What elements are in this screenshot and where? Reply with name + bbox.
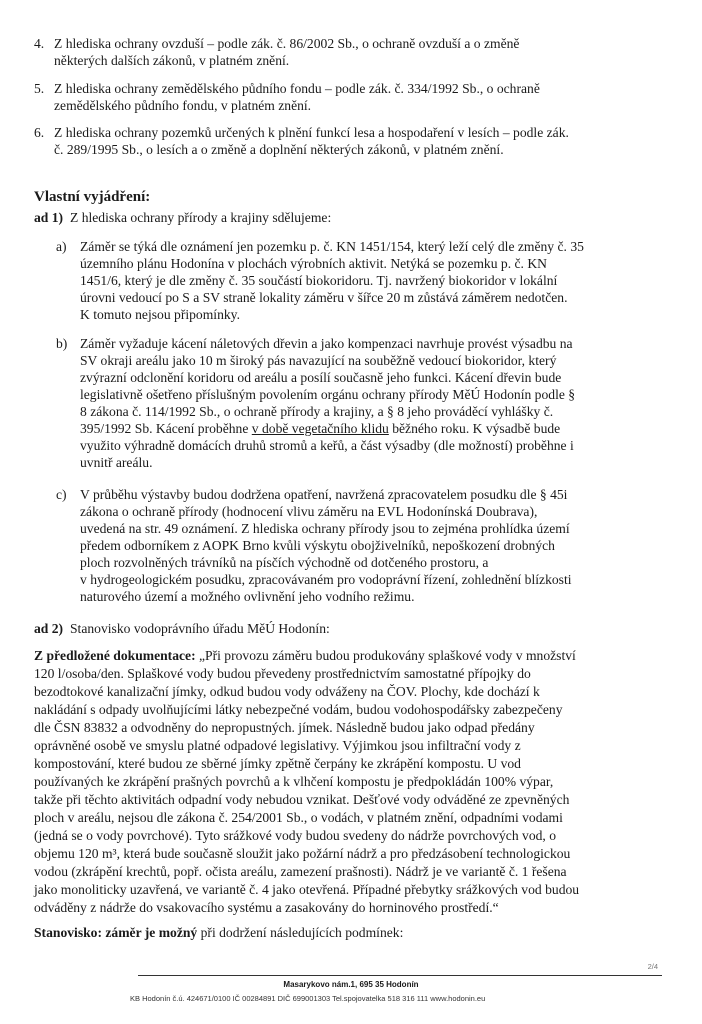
ad1-b-line-6-start: 395/1992 Sb. Kácení proběhne <box>80 421 252 436</box>
ad1-c-line-6: v hydrogeologickém posudku, zpracovávaném pro vodoprávní řízení, zohlednění blízkosti <box>80 572 572 587</box>
ad1-b-line-1: Záměr vyžaduje kácení náletových dřevin a jako kompenzaci navrhuje provést výsadbu na <box>80 336 573 351</box>
list-item-6-line-1: Z hlediska ochrany pozemků určených k plnění funkcí lesa a hospodaření v lesích – podle zák. <box>54 125 569 140</box>
ad2-paragraph-line-3: bezodtokové kanalizační jímky, odkud budou vody odváženy na ČOV. Plochy, kde dochází k <box>34 684 540 699</box>
ad1-c-line-1: V průběhu výstavby budou dodržena opatření, navržená zpracovatelem posudku dle § 45i <box>80 487 568 502</box>
ad1-b-line-8: uvnitř areálu. <box>80 455 153 470</box>
ad2-label: ad 2) <box>34 621 64 636</box>
ad2-paragraph-line-5: dle ČSN 83832 a odvodněny do nepropustných. jímek. Následně budou jako odpad předány <box>34 720 535 735</box>
ad1-b-line-7: využito výhradně domácích druhů stromů a keřů, a část výsadby (dle možností) proběhne i <box>80 438 574 453</box>
ad2-doc-label: Z předložené dokumentace: <box>34 648 196 663</box>
ad2-paragraph-line-13: vodou (zkrápění krechtů, popř. očista areálu, zamezení prašnosti). Nádrž je ve variantě č. 1 řešena <box>34 864 567 879</box>
footer-divider <box>138 975 662 976</box>
ad1-text: Z hlediska ochrany přírody a krajiny sdělujeme: <box>70 210 332 225</box>
stanovisko-bold: Stanovisko: záměr je možný <box>34 925 198 940</box>
ad1-b-underlined-phrase: v době vegetačního klidu <box>251 421 389 436</box>
ad1-a-line-5: K tomuto nejsou připomínky. <box>80 307 240 322</box>
list-item-5-line-2: zemědělského půdního fondu, v platném znění. <box>54 98 312 113</box>
ad1-b-line-6-end: běžného roku. K výsadbě bude <box>388 421 561 436</box>
ad1-a-line-1: Záměr se týká dle oznámení jen pozemku p. č. KN 1451/154, který leží celý dle změny č. 35 <box>80 239 584 254</box>
ad2-paragraph-line-14: jako monoliticky uzavřená, ve variantě č. 4 jako otevřená. Případné přebytky srážkových vod budou <box>34 882 580 897</box>
ad2-paragraph-line-15: odváděny z nádrže do vsakovacího systému a zasakovány do horninového prostředí.“ <box>34 900 499 915</box>
ad2-paragraph-line-1 <box>34 647 576 664</box>
ad1-c-line-5: ploch rozvolněných trávníků na písčích východně od dotčeného prostoru, a <box>80 555 489 570</box>
ad1-c-line-4: předem odborníkem z AOPK Brno kvůli výskytu obojživelníků, nepoškození drobných <box>80 538 555 553</box>
page-number: 2/4 <box>647 962 658 971</box>
ad2-paragraph-line-12: objemu 120 m³, která bude současně sloužit jako požární nádrž a pro předzásobení technologickou <box>34 846 571 861</box>
ad2-paragraph-line-11: (jedná se o vody povrchové). Tyto srážkové vody budou svedeny do nádrže povrchových vod, o <box>34 828 557 843</box>
list-item-4-number: 4. <box>34 36 45 51</box>
ad2-paragraph-line-7: kompostování, které budou ze sběrné jímky zpětně čerpány ke zkrápění kompostu. U vod <box>34 756 521 771</box>
list-item-4-line-1: Z hlediska ochrany ovzduší – podle zák. č. 86/2002 Sb., o ochraně ovzduší a o změně <box>54 36 520 51</box>
ad2-paragraph-line-2: 120 l/osoba/den. Splaškové vody budou převedeny prostřednictvím samostatné přípojky do <box>34 666 531 681</box>
ad1-c-line-3: uvedená na str. 49 oznámení. Z hlediska ochrany přírody jsou to zejména prohlídka území <box>80 521 570 536</box>
list-item-6-number: 6. <box>34 125 45 140</box>
list-item-5-number: 5. <box>34 81 45 96</box>
footer-address: Masarykovo nám.1, 695 35 Hodonín <box>283 980 419 989</box>
ad1-b-line-6 <box>80 420 560 437</box>
ad1-b-line-3: zvýrazní odclonění koridoru od areálu a posílí současně jeho funkci. Kácení dřevin bude <box>80 370 562 385</box>
ad1-b-line-2: SV okraji areálu jako 10 m široký pás navazující na souběžně vedoucí biokoridor, který <box>80 353 557 368</box>
ad2-paragraph-line-8: používaných ke zkrápění prašných povrchů a k vlhčení kompostu je předpokládán 100% výpar, <box>34 774 554 789</box>
ad1-a-line-2: územního plánu Hodonína v plochách výrobních aktivit. Netýká se pozemku p. č. KN <box>80 256 547 271</box>
ad1-label: ad 1) <box>34 210 64 225</box>
stanovisko-rest: při dodržení následujících podmínek: <box>197 925 404 940</box>
section-title: Vlastní vyjádření: <box>34 189 151 205</box>
ad1-c-line-2: zákona o ochraně přírody (hodnocení vlivu záměru na EVL Hodonínská Doubrava), <box>80 504 538 519</box>
ad1-c-line-7: naturového území a možného ovlivnění jeho vodního režimu. <box>80 589 415 604</box>
list-item-4-line-2: některých dalších zákonů, v platném znění. <box>54 53 290 68</box>
list-item-6-line-2: č. 289/1995 Sb., o lesích a o změně a doplnění některých zákonů, v platném znění. <box>54 142 504 157</box>
ad1-a-letter: a) <box>56 239 67 254</box>
ad1-b-line-4: legislativně ošetřeno příslušným povolením orgánu ochrany přírody MěÚ Hodonín podle § <box>80 387 576 402</box>
ad2-line-1-text: „Při provozu záměru budou produkovány splaškové vody v množství <box>195 648 576 663</box>
ad2-paragraph-line-6: oprávněné osobě ve smyslu platné odpadové legislativy. Výjimkou jsou infiltrační vody z <box>34 738 521 753</box>
ad1-a-line-4: úrovni vedoucí po S a SV straně lokality záměru v šířce 20 m zůstává záměrem nedotčen. <box>80 290 568 305</box>
ad2-text: Stanovisko vodoprávního úřadu MěÚ Hodonín: <box>70 621 330 636</box>
ad2-paragraph-line-4: nakládání s odpady uvolňujícími látky nebezpečné vodám, budou vodohospodářsky zabezpečeny <box>34 702 563 717</box>
ad1-c-letter: c) <box>56 487 67 502</box>
ad2-paragraph-line-10: ploch v areálu, nejsou dle zákona č. 254/2001 Sb., o vodách, v platném znění, odpadními vodami <box>34 810 563 825</box>
ad1-b-line-5: 8 zákona č. 114/1992 Sb., o ochraně přírody a krajiny, a § 8 jeho prováděcí vyhlášky č. <box>80 404 554 419</box>
ad2-paragraph-line-9: takže při těchto aktivitách odpadní vody nebudou vznikat. Dešťové vody odváděné ze zpevněných <box>34 792 570 807</box>
stanovisko-line <box>34 924 403 941</box>
ad1-a-line-3: 1451/6, který je dle změny č. 35 součástí biokoridoru. Tj. navržený biokoridor v lokální <box>80 273 558 288</box>
ad1-b-letter: b) <box>56 336 68 351</box>
footer-details: KB Hodonín č.ú. 424671/0100 IČ 00284891 DIČ 699001303 Tel.spojovatelka 518 316 111 www.hodonin.eu <box>130 994 486 1003</box>
list-item-5-line-1: Z hlediska ochrany zemědělského půdního fondu – podle zák. č. 334/1992 Sb., o ochraně <box>54 81 540 96</box>
